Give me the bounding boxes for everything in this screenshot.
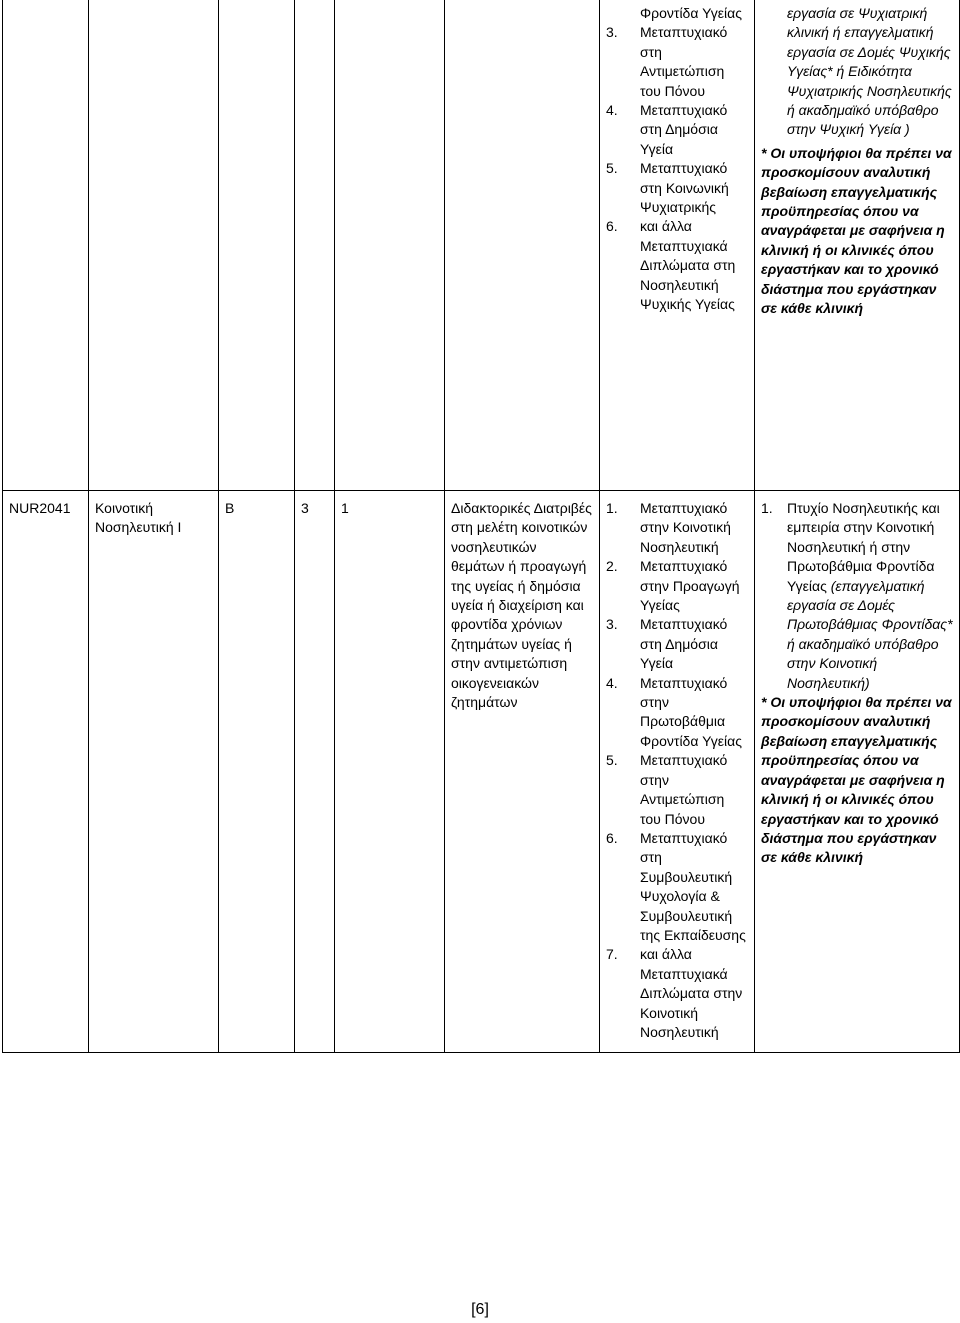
code-cell [3,0,89,491]
col-b-cell [335,0,445,491]
page-number: [6] [471,1301,489,1318]
list-text: και άλλα Μεταπτυχιακά Διπλώματα στη Νοσηλευτική Ψυχικής Υγείας [640,218,736,313]
list-number: 4. [606,102,618,119]
code-cell: NUR2041 [3,491,89,1053]
list-text: Μεταπτυχιακό στην Κοινοτική Νοσηλευτική [640,500,731,555]
requirements-plain-text: Πτυχίο Νοσηλευτικής και εμπειρία στην Κοινοτική Νοσηλευτική ή στην Πρωτοβάθμια Φροντίδα Υγείας [787,500,940,594]
semester-cell [219,0,295,491]
list-text: Μεταπτυχιακό στη Συμβουλευτική Ψυχολογία & Συμβουλευτική της Εκπαίδευσης [640,829,746,943]
requirements-italic-text: (επαγγελματική εργασία σε Δομές Πρωτοβάθμιας Φροντίδας* ή ακαδημαϊκό υπόβαθρο στην Κοινοτική Νοσηλευτική) [787,577,953,691]
programs-cell [600,0,755,491]
list-text: Μεταπτυχιακό στη Δημόσια Υγεία [640,102,728,157]
list-text: και άλλα Μεταπτυχιακά Διπλώματα στην Κοινοτική Νοσηλευτική [640,946,743,1040]
list-number: 2. [606,558,618,575]
requirements-note: * Οι υποψήφιοι θα πρέπει να προσκομίσουν αναλυτική βεβαίωση επαγγελματικής προϋπηρεσίας όπου να αναγράφεται με σαφήνεια η κλινική ή οι κλινικές όπου εργαστήκαν και το χρονικό διάστημα που εργάστηκαν σε κάθε κλινική [761,144,952,317]
title-cell: Κοινοτική Νοσηλευτική Ι [89,491,219,1053]
requirements-cell [755,491,960,1053]
list-item [606,159,748,217]
list-item [606,557,748,615]
list-number: 4. [606,674,618,691]
list-number: 6. [606,218,618,235]
requirements-item [761,499,953,693]
list-number: 3. [606,616,618,633]
programs-list [606,23,748,314]
list-item [606,23,748,101]
list-number: 5. [606,160,618,177]
list-text: Μεταπτυχιακό στη Αντιμετώπιση του Πόνου [640,24,728,99]
semester-cell: B [219,491,295,1053]
courses-table [2,0,960,1053]
requirements-number: 1. [761,500,773,516]
col-a-cell [295,0,335,491]
list-number: 7. [606,946,618,963]
requirements-cell [755,0,960,491]
list-item [606,674,748,752]
list-item [606,217,748,314]
title-cell [89,0,219,491]
list-text: Μεταπτυχιακό στην Προαγωγή Υγείας [640,558,740,614]
list-item [606,751,748,829]
list-number: 1. [606,500,618,516]
requirements-italic-text: εργασία σε Ψυχιατρική κλινική ή επαγγελματική εργασία σε Δομές Ψυχικής Υγείας* ή Ειδικότητα Ψυχιατρικής Νοσηλευτικής ή ακαδημαϊκό υπόβαθρο στην Ψυχική Υγεία ) [787,5,952,138]
col-b-cell: 1 [335,491,445,1053]
programs-lead-text: Φροντίδα Υγείας [640,5,742,21]
programs-cell [600,491,755,1053]
list-text: Μεταπτυχιακό στη Δημόσια Υγεία [640,616,728,672]
list-item [606,829,748,945]
programs-list [606,499,748,1042]
list-number: 5. [606,752,618,769]
requirements-note: * Οι υποψήφιοι θα πρέπει να προσκομίσουν αναλυτική βεβαίωση επαγγελματικής προϋπηρεσίας όπου να αναγράφεται με σαφήνεια η κλινική ή οι κλινικές όπου εργαστήκαν και το χρονικό διάστημα που εργάστηκαν σε κάθε κλινική [761,694,952,866]
description-cell: Διδακτορικές Διατριβές στη μελέτη κοινοτικών νοσηλευτικών θεμάτων ή προαγωγή της υγείας ή δημόσια υγεία ή διαχείριση και φροντίδα χρόνιων ζητημάτων υγείας ή στην αντιμετώπιση οικογενειακών ζητημάτων [445,491,600,1053]
table-row-nur2041 [3,491,960,1053]
list-text: Μεταπτυχιακό στη Κοινωνική Ψυχιατρικής [640,160,729,216]
list-item [606,499,748,557]
description-cell [445,0,600,491]
list-number: 6. [606,829,618,846]
table-row-continuation [3,0,960,491]
list-item [606,945,748,1042]
list-item [606,101,748,159]
list-text: Μεταπτυχιακό στην Πρωτοβάθμια Φροντίδα Υγείας [640,674,742,749]
list-item [606,615,748,673]
col-a-cell: 3 [295,491,335,1053]
list-number: 3. [606,24,618,41]
list-text: Μεταπτυχιακό στην Αντιμετώπιση του Πόνου [640,752,728,827]
